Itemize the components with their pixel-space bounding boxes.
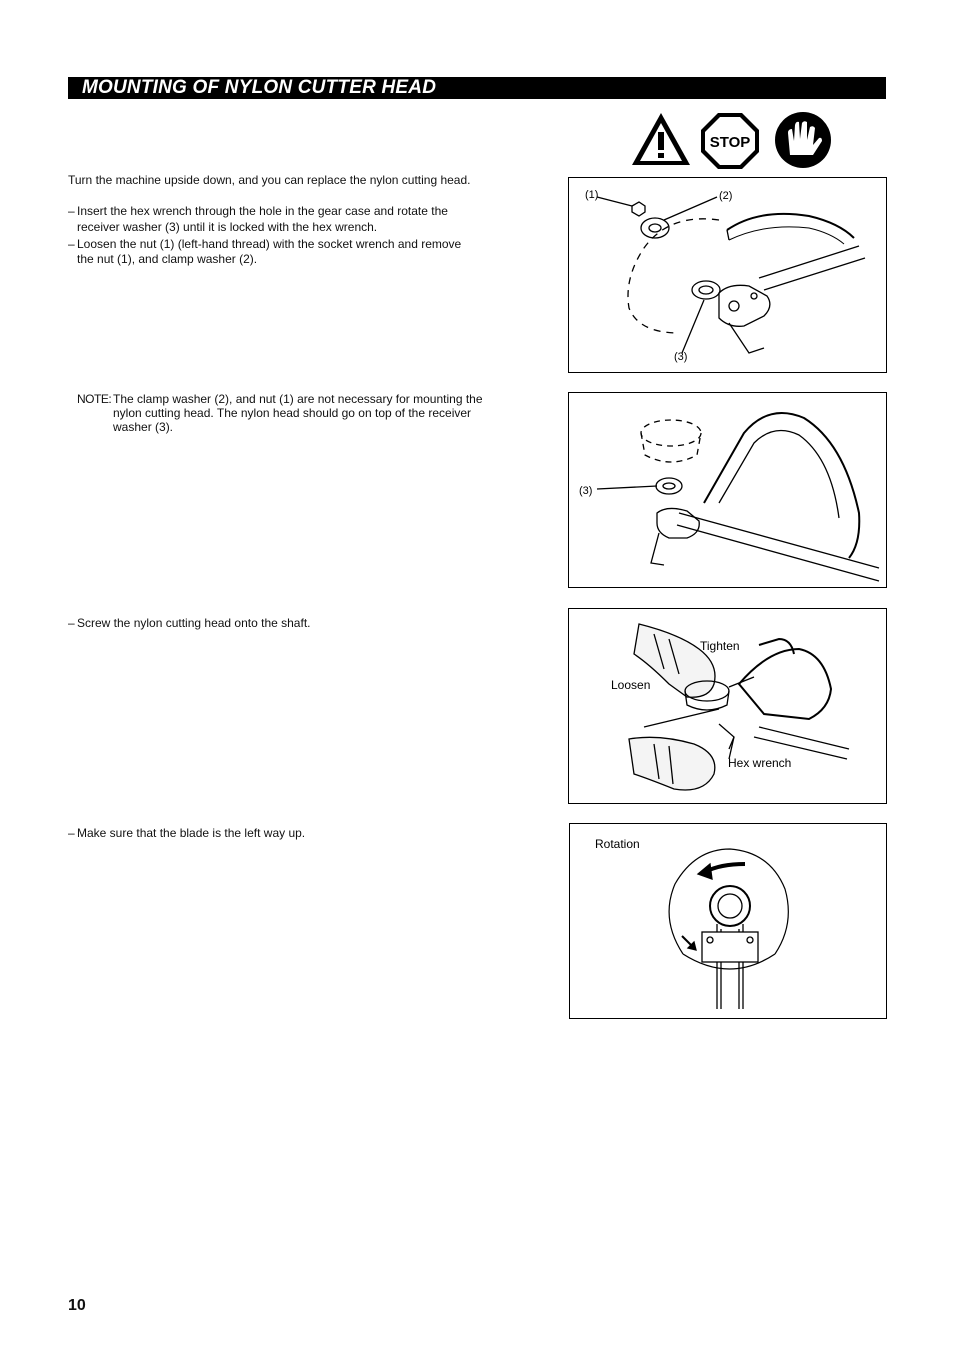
section-title-bar [68,77,886,99]
step-4-text: Make sure that the blade is the left way up. [77,826,306,840]
safety-icons [630,111,832,169]
figure-1-drawing [569,178,886,372]
figure-receiver-washer [568,392,887,588]
fig1-label-3: (3) [674,351,688,363]
stop-sign-icon [701,113,759,169]
step-2-line-2: the nut (1), and clamp washer (2). [77,252,258,266]
figure-2-drawing [569,393,886,587]
step-3-text: Screw the nylon cutting head onto the shaft. [77,616,311,630]
fig4-rotation-label: Rotation [595,837,640,851]
step-3-dash: – [68,616,75,630]
svg-text:STOP: STOP [709,134,751,151]
fig3-tighten-label: Tighten [700,639,740,653]
step-2-dash: – [68,237,75,251]
page-title: MOUNTING OF NYLON CUTTER HEAD [82,77,437,98]
fig1-label-1: (1) [585,189,599,201]
intro-text: Turn the machine upside down, and you can replace the nylon cutting head. [68,173,471,187]
step-2-line-1: Loosen the nut (1) (left-hand thread) with the socket wrench and remove [77,237,462,251]
figure-screw-head [568,608,887,804]
figure-rotation [569,823,887,1019]
step-4-dash: – [68,826,75,840]
fig3-loosen-label: Loosen [611,678,651,692]
gloves-icon [775,112,831,168]
figure-3-drawing [569,609,886,803]
fig2-label-3: (3) [579,485,593,497]
note-label: NOTE: [77,392,112,406]
figure-4-drawing [570,824,886,1018]
warning-triangle-icon [632,113,690,165]
fig1-label-2: (2) [719,190,733,202]
note-line-3: washer (3). [113,420,174,434]
fig3-hex-wrench-label: Hex wrench [728,756,792,770]
page-number: 10 [68,1297,86,1314]
step-1-dash: – [68,204,75,218]
step-1-line-2: receiver washer (3) until it is locked with the hex wrench. [77,220,378,234]
note-line-2: nylon cutting head. The nylon head should go on top of the receiver [113,406,472,420]
figure-remove-nut [568,177,887,373]
note-line-1: The clamp washer (2), and nut (1) are not necessary for mounting the [113,392,483,406]
step-1-line-1: Insert the hex wrench through the hole in the gear case and rotate the [77,204,448,218]
